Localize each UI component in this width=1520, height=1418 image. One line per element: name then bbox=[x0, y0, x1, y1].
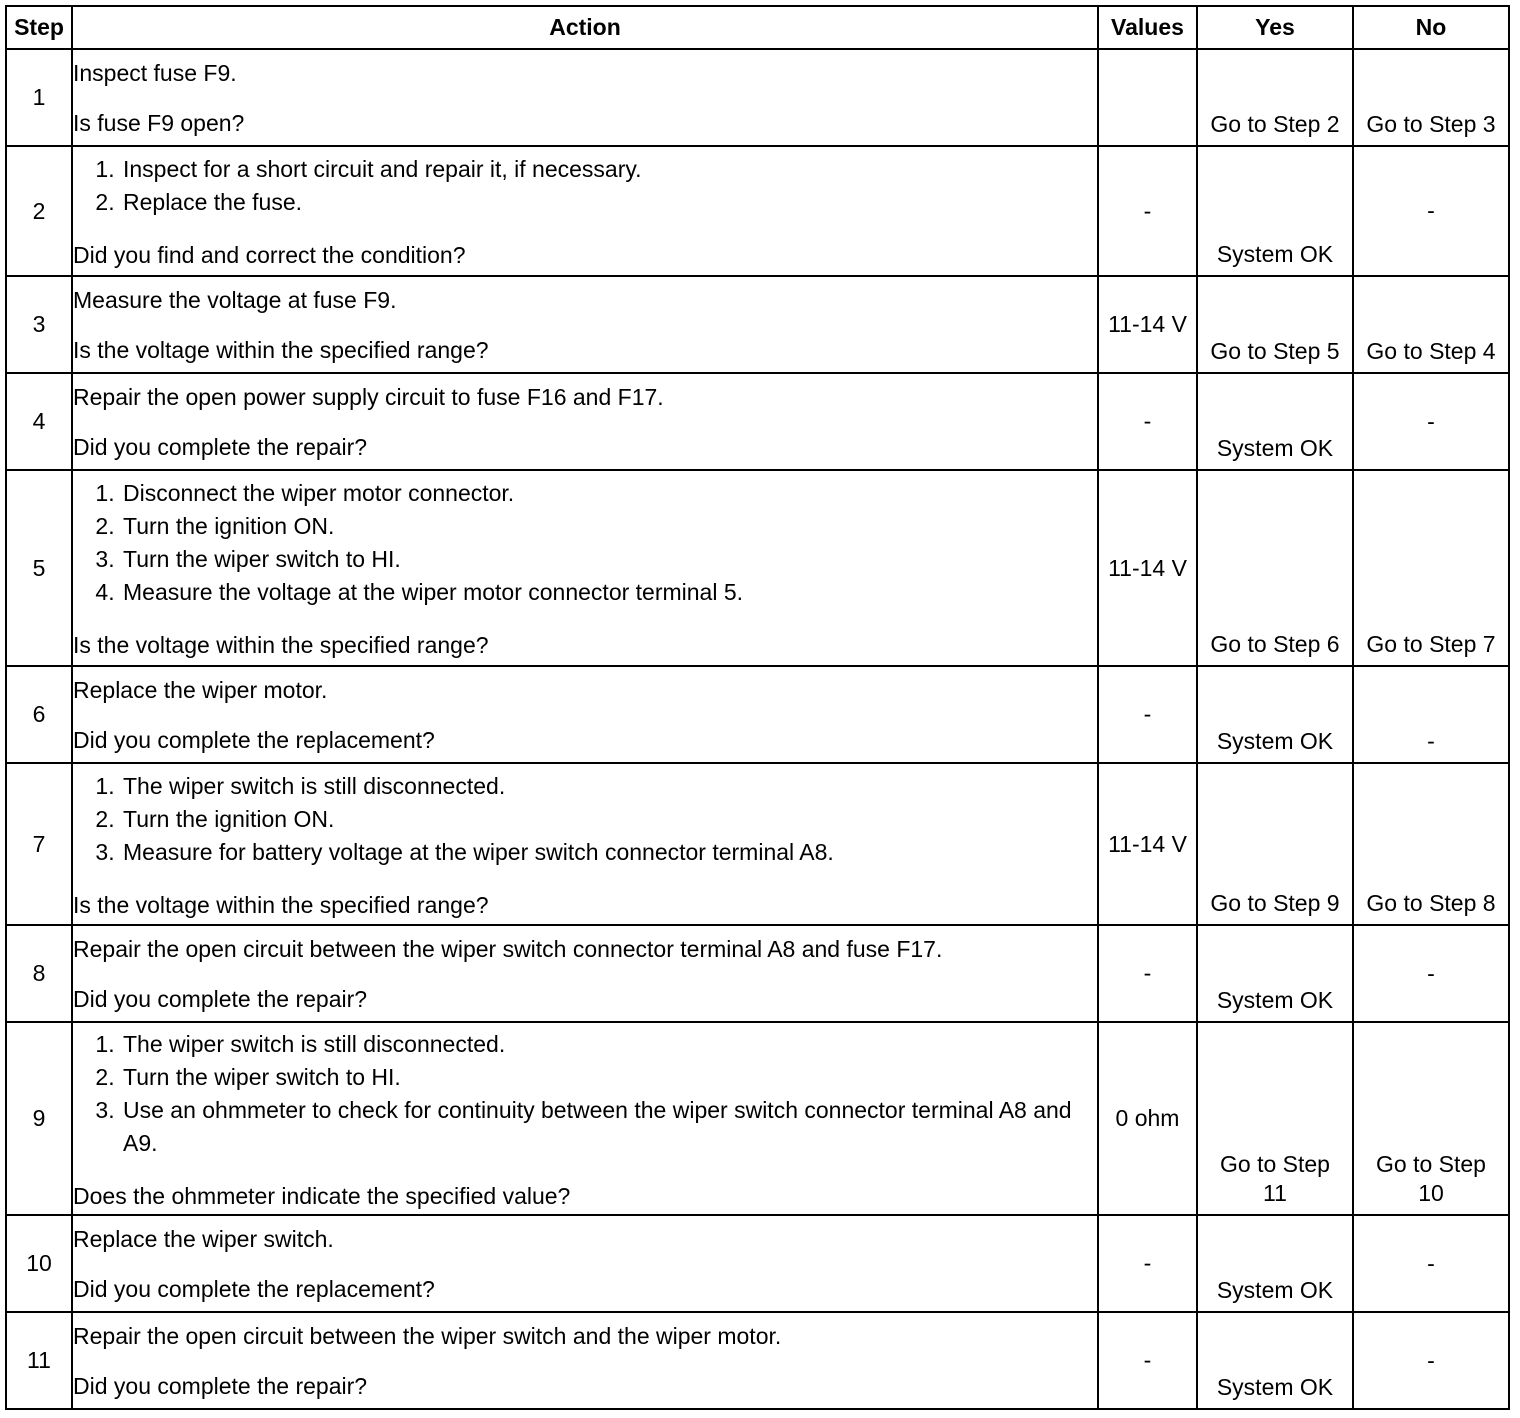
action-question: Does the ohmmeter indicate the specified value? bbox=[73, 1182, 571, 1209]
action-step-item: 2. Turn the ignition ON. bbox=[121, 803, 1097, 836]
value-cell: 11-14 V bbox=[1098, 276, 1197, 373]
yes-answer: System OK bbox=[1216, 435, 1334, 461]
table-row bbox=[6, 1022, 1509, 1215]
action-intro: Repair the open power supply circuit to fuse F16 and F17. bbox=[73, 383, 664, 410]
diagnostic-page bbox=[5, 5, 1510, 1410]
yes-cell bbox=[1197, 1215, 1353, 1312]
action-cell bbox=[72, 1312, 1098, 1409]
action-intro: Replace the wiper motor. bbox=[73, 676, 328, 703]
action-intro: Measure the voltage at fuse F9. bbox=[73, 286, 397, 313]
action-cell bbox=[72, 470, 1098, 666]
action-cell bbox=[72, 1022, 1098, 1215]
header-values: Values bbox=[1098, 6, 1197, 49]
value-cell: 0 ohm bbox=[1098, 1022, 1197, 1215]
action-step-item: 1. The wiper switch is still disconnected. bbox=[121, 1028, 1097, 1061]
yes-answer: Go to Step 9 bbox=[1210, 890, 1340, 916]
yes-answer: Go to Step 2 bbox=[1210, 111, 1340, 137]
no-cell bbox=[1353, 276, 1509, 373]
table-row bbox=[6, 49, 1509, 146]
step-number: 8 bbox=[6, 925, 72, 1022]
table-row bbox=[6, 276, 1509, 373]
step-number: 7 bbox=[6, 763, 72, 925]
yes-answer: System OK bbox=[1216, 728, 1334, 754]
header-no: No bbox=[1353, 6, 1509, 49]
yes-cell bbox=[1197, 49, 1353, 146]
value-cell: - bbox=[1098, 666, 1197, 763]
no-cell bbox=[1353, 146, 1509, 276]
no-cell bbox=[1353, 666, 1509, 763]
action-question: Is the voltage within the specified range? bbox=[73, 632, 489, 658]
yes-cell bbox=[1197, 373, 1353, 470]
no-answer: - bbox=[1427, 1250, 1435, 1276]
step-number: 5 bbox=[6, 470, 72, 666]
no-cell bbox=[1353, 373, 1509, 470]
action-cell bbox=[72, 276, 1098, 373]
yes-answer: System OK bbox=[1216, 1374, 1334, 1400]
step-number: 2 bbox=[6, 146, 72, 276]
action-question: Did you complete the repair? bbox=[73, 985, 368, 1012]
step-number: 11 bbox=[6, 1312, 72, 1409]
action-cell bbox=[72, 1215, 1098, 1312]
table-row bbox=[6, 763, 1509, 925]
action-intro: Repair the open circuit between the wiper switch and the wiper motor. bbox=[73, 1322, 782, 1349]
no-cell bbox=[1353, 763, 1509, 925]
action-question: Did you complete the replacement? bbox=[73, 1275, 435, 1302]
value-cell: - bbox=[1098, 1312, 1197, 1409]
no-answer: Go to Step 8 bbox=[1366, 890, 1496, 916]
action-intro: Inspect fuse F9. bbox=[73, 59, 237, 86]
header-yes: Yes bbox=[1197, 6, 1353, 49]
value-cell: - bbox=[1098, 1215, 1197, 1312]
action-step-item: 1. Inspect for a short circuit and repair it, if necessary. bbox=[121, 153, 1097, 186]
action-question: Did you find and correct the condition? bbox=[73, 242, 466, 268]
step-number: 3 bbox=[6, 276, 72, 373]
value-cell: - bbox=[1098, 146, 1197, 276]
action-question: Did you complete the replacement? bbox=[73, 726, 435, 753]
yes-cell bbox=[1197, 1022, 1353, 1215]
action-steps-list bbox=[73, 1028, 1097, 1160]
yes-cell bbox=[1197, 1312, 1353, 1409]
table-row bbox=[6, 373, 1509, 470]
no-answer: - bbox=[1427, 197, 1435, 224]
action-step-item: 3. Use an ohmmeter to check for continuity between the wiper switch connector terminal A8 and A9. bbox=[121, 1094, 1097, 1160]
action-cell bbox=[72, 49, 1098, 146]
table-row bbox=[6, 146, 1509, 276]
action-step-item: 2. Replace the fuse. bbox=[121, 186, 1097, 219]
value-cell bbox=[1098, 49, 1197, 146]
value-cell: - bbox=[1098, 373, 1197, 470]
step-number: 1 bbox=[6, 49, 72, 146]
no-answer: - bbox=[1427, 1347, 1435, 1373]
yes-answer: System OK bbox=[1216, 241, 1334, 267]
table-row bbox=[6, 1312, 1509, 1409]
action-cell bbox=[72, 146, 1098, 276]
no-cell bbox=[1353, 1215, 1509, 1312]
action-step-item: 3. Measure for battery voltage at the wiper switch connector terminal A8. bbox=[121, 836, 1097, 869]
yes-answer: System OK bbox=[1216, 987, 1334, 1013]
step-number: 6 bbox=[6, 666, 72, 763]
action-steps-list bbox=[73, 153, 1097, 219]
header-step: Step bbox=[6, 6, 72, 49]
table-row bbox=[6, 925, 1509, 1022]
yes-cell bbox=[1197, 146, 1353, 276]
no-answer: Go to Step 4 bbox=[1366, 338, 1496, 364]
yes-cell bbox=[1197, 925, 1353, 1022]
no-answer: - bbox=[1427, 728, 1435, 754]
action-question: Is fuse F9 open? bbox=[73, 109, 245, 136]
header-row bbox=[6, 6, 1509, 49]
action-steps-list bbox=[73, 770, 1097, 869]
step-number: 4 bbox=[6, 373, 72, 470]
value-cell: - bbox=[1098, 925, 1197, 1022]
yes-cell bbox=[1197, 276, 1353, 373]
action-intro: Replace the wiper switch. bbox=[73, 1225, 334, 1252]
yes-cell bbox=[1197, 666, 1353, 763]
no-cell bbox=[1353, 1022, 1509, 1215]
yes-cell bbox=[1197, 470, 1353, 666]
yes-answer: Go to Step 6 bbox=[1210, 631, 1340, 657]
no-cell bbox=[1353, 470, 1509, 666]
no-answer: Go to Step 10 bbox=[1376, 1151, 1486, 1206]
yes-cell bbox=[1197, 763, 1353, 925]
action-intro: Repair the open circuit between the wiper switch connector terminal A8 and fuse F17. bbox=[73, 935, 943, 962]
no-answer: - bbox=[1427, 408, 1435, 434]
no-cell bbox=[1353, 925, 1509, 1022]
step-number: 10 bbox=[6, 1215, 72, 1312]
action-step-item: 3. Turn the wiper switch to HI. bbox=[121, 543, 1097, 576]
action-question: Did you complete the repair? bbox=[73, 433, 368, 460]
yes-answer: Go to Step 11 bbox=[1220, 1151, 1330, 1206]
table-row bbox=[6, 666, 1509, 763]
no-cell bbox=[1353, 1312, 1509, 1409]
no-cell bbox=[1353, 49, 1509, 146]
action-step-item: 2. Turn the ignition ON. bbox=[121, 510, 1097, 543]
yes-answer: Go to Step 5 bbox=[1210, 338, 1340, 364]
action-steps-list bbox=[73, 477, 1097, 609]
action-question: Did you complete the repair? bbox=[73, 1372, 368, 1399]
step-number: 9 bbox=[6, 1022, 72, 1215]
action-cell bbox=[72, 666, 1098, 763]
value-cell: 11-14 V bbox=[1098, 470, 1197, 666]
action-cell bbox=[72, 763, 1098, 925]
diagnostic-table bbox=[5, 5, 1510, 1410]
table-row bbox=[6, 1215, 1509, 1312]
no-answer: Go to Step 7 bbox=[1366, 631, 1496, 657]
yes-answer: System OK bbox=[1216, 1277, 1334, 1303]
action-question: Is the voltage within the specified range? bbox=[73, 891, 489, 918]
value-cell: 11-14 V bbox=[1098, 763, 1197, 925]
header-action: Action bbox=[72, 6, 1098, 49]
no-answer: - bbox=[1427, 960, 1435, 986]
action-cell bbox=[72, 373, 1098, 470]
table-row bbox=[6, 470, 1509, 666]
action-step-item: 1. Disconnect the wiper motor connector. bbox=[121, 477, 1097, 510]
action-step-item: 2. Turn the wiper switch to HI. bbox=[121, 1061, 1097, 1094]
action-step-item: 1. The wiper switch is still disconnected. bbox=[121, 770, 1097, 803]
action-step-item: 4. Measure the voltage at the wiper motor connector terminal 5. bbox=[121, 576, 1097, 609]
action-question: Is the voltage within the specified range? bbox=[73, 336, 489, 363]
no-answer: Go to Step 3 bbox=[1366, 111, 1496, 137]
action-cell bbox=[72, 925, 1098, 1022]
